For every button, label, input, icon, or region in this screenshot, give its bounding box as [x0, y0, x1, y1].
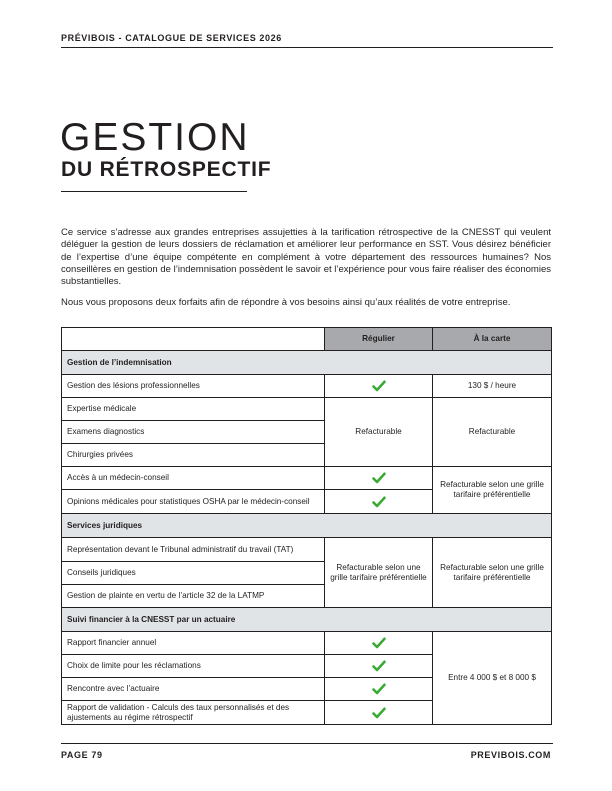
row-label: Gestion des lésions professionnelles: [62, 375, 325, 398]
table-row: [62, 398, 552, 421]
section-row: [62, 514, 552, 538]
table-row: [62, 375, 552, 398]
check-icon: [372, 380, 386, 392]
row-label: Accès à un médecin-conseil: [62, 467, 325, 490]
row-label: Représentation devant le Tribunal administratif du travail (TAT): [62, 538, 325, 562]
row-label: Opinions médicales pour statistiques OSHA par le médecin-conseil: [62, 490, 325, 514]
check-icon: [372, 637, 386, 649]
column-header-a-la-carte: À la carte: [433, 328, 552, 351]
regulier-cell: Refacturable selon une grille tarifaire préférentielle: [325, 538, 433, 608]
table-row: [62, 538, 552, 562]
header-divider: [61, 47, 553, 48]
row-label: Rapport de validation - Calculs des taux personnalisés et des ajustements au régime rétrospectif: [62, 701, 325, 725]
page-number: PAGE 79: [61, 750, 103, 760]
row-label: Expertise médicale: [62, 398, 325, 421]
table-row: [62, 632, 552, 655]
row-label: Rencontre avec l’actuaire: [62, 678, 325, 701]
regulier-cell: [325, 467, 433, 490]
regulier-cell: [325, 375, 433, 398]
row-label: Chirurgies privées: [62, 444, 325, 467]
table-row: [62, 467, 552, 490]
regulier-cell: [325, 701, 433, 725]
running-header: PRÉVIBOIS - CATALOGUE DE SERVICES 2026: [61, 33, 282, 43]
row-label: Choix de limite pour les réclamations: [62, 655, 325, 678]
section-row: [62, 608, 552, 632]
check-icon: [372, 472, 386, 484]
intro-offer-paragraph: Nous vous proposons deux forfaits afin de répondre à vos besoins ainsi qu’aux réalités de votre entreprise.: [61, 297, 511, 308]
check-icon: [372, 496, 386, 508]
regulier-cell: [325, 678, 433, 701]
check-icon: [372, 683, 386, 695]
title-divider: [61, 191, 247, 192]
regulier-cell: Refacturable: [325, 398, 433, 467]
table-header-row: [62, 328, 552, 351]
a-la-carte-cell: 130 $ / heure: [433, 375, 552, 398]
header-blank-cell: [62, 328, 325, 351]
row-label: Rapport financier annuel: [62, 632, 325, 655]
check-icon: [372, 660, 386, 672]
row-label: Gestion de plainte en vertu de l’article 32 de la LATMP: [62, 585, 325, 608]
row-label: Conseils juridiques: [62, 562, 325, 585]
a-la-carte-cell: Entre 4 000 $ et 8 000 $: [433, 632, 552, 725]
website-link[interactable]: PREVIBOIS.COM: [470, 750, 551, 760]
regulier-cell: [325, 655, 433, 678]
section-title-actuaire: Suivi financier à la CNESST par un actuaire: [62, 608, 552, 632]
a-la-carte-cell: Refacturable selon une grille tarifaire préférentielle: [433, 467, 552, 514]
regulier-cell: [325, 490, 433, 514]
section-row: [62, 351, 552, 375]
footer-divider: [61, 743, 553, 744]
check-icon: [372, 707, 386, 719]
page-title: GESTION: [60, 116, 250, 159]
services-table: [61, 327, 552, 725]
page-subtitle: DU RÉTROSPECTIF: [61, 158, 272, 181]
section-title-indemnisation: Gestion de l’indemnisation: [62, 351, 552, 375]
a-la-carte-cell: Refacturable: [433, 398, 552, 467]
section-title-juridiques: Services juridiques: [62, 514, 552, 538]
row-label: Examens diagnostics: [62, 421, 325, 444]
intro-paragraph: Ce service s’adresse aux grandes entreprises assujetties à la tarification rétrospective de la CNESST qui veulent déléguer la gestion de leurs dossiers de réclamation et améliorer leur performance en SST. Vous désirez bénéficier de l’expertise d’une équipe compétente en complément à votre département des ressources humaines? Nos conseillères en gestion de l’indemnisation possèdent le savoir et l’expérience pour vous faire réaliser des économies substantielles.: [61, 227, 551, 288]
regulier-cell: [325, 632, 433, 655]
column-header-regulier: Régulier: [325, 328, 433, 351]
a-la-carte-cell: Refacturable selon une grille tarifaire préférentielle: [433, 538, 552, 608]
